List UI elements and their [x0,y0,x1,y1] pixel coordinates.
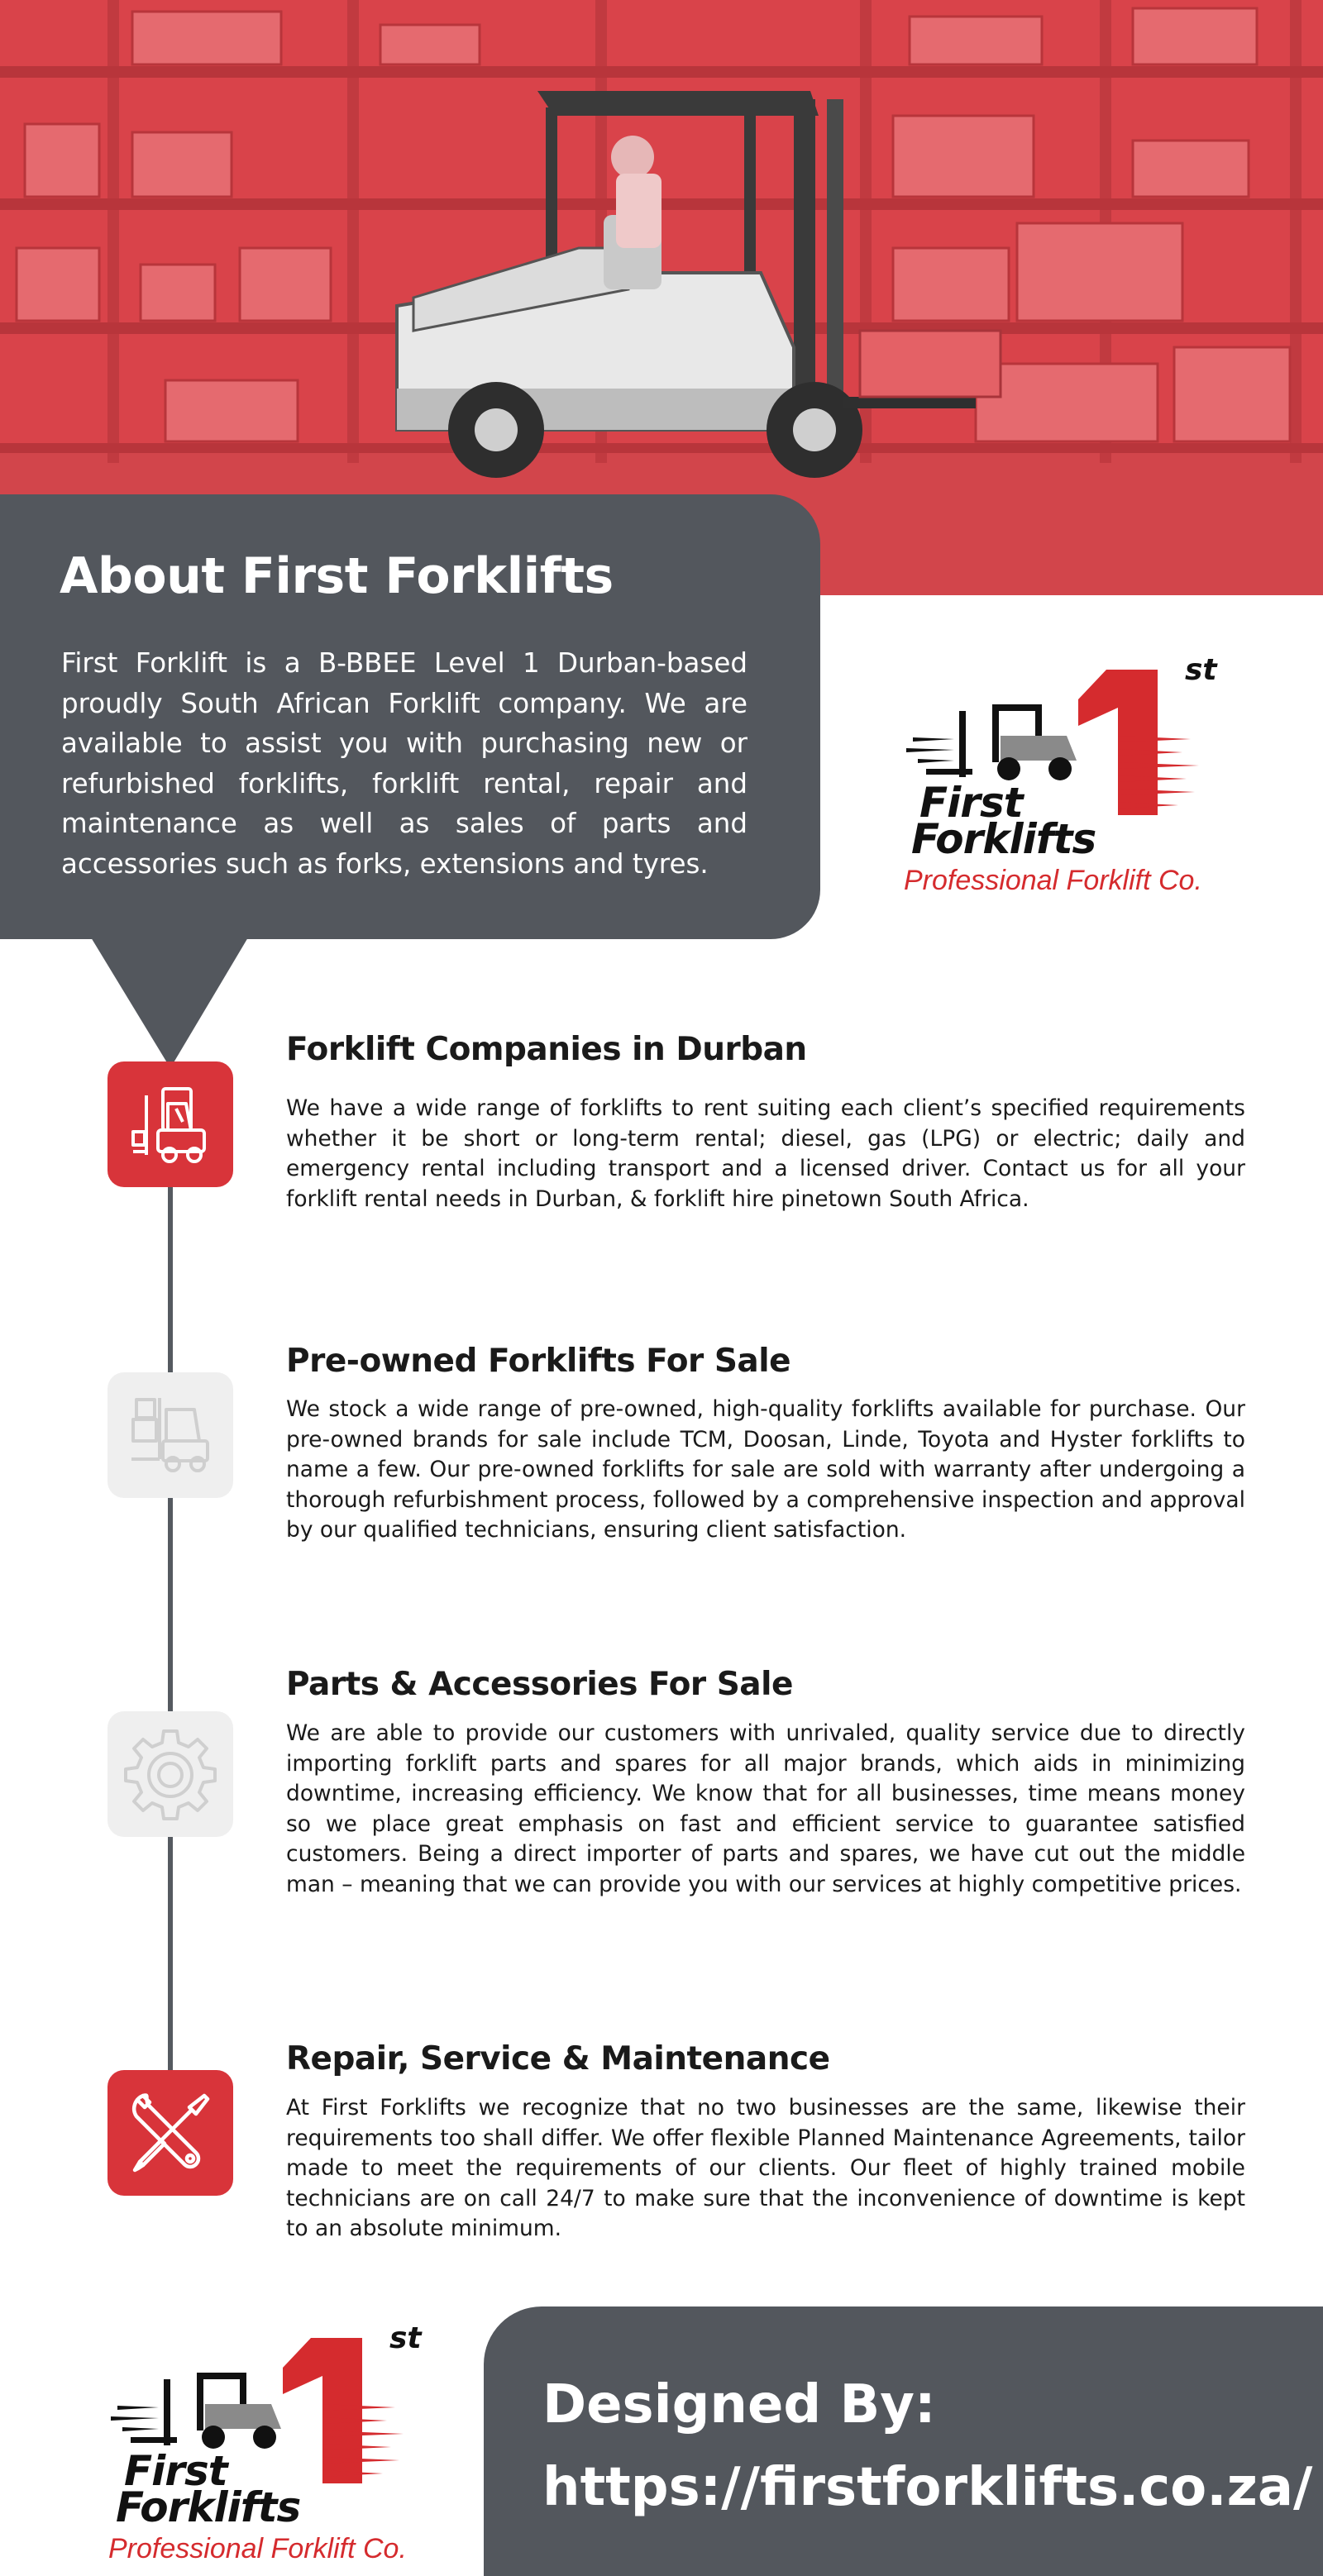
about-pointer-triangle [91,937,248,1070]
logo-word-first: First [124,2447,227,2495]
section-4-text: At First Forklifts we recognize that no two businesses are the same, likewise their requirements too shall differ. We offer flexible Planned Maintenance Agreements, tailor made to meet the requirements of our clients. Our fleet of highly trained mobile technicians are on call 24/7 to make sure that the inconvenience of downtime is kept to an absolute minimum. [286,2095,1245,2241]
logo-superscript: st [389,2321,422,2355]
section-2-icon-tile [107,1372,233,1498]
logo-superscript: st [1185,653,1217,687]
forklift-icon [125,1079,216,1170]
section-3-icon-tile [107,1711,233,1837]
section-1-icon-tile [107,1061,233,1187]
logo-tagline: Professional Forklift Co. [108,2533,407,2564]
section-1-text: We have a wide range of forklifts to rent suiting each client’s specified requirements whether it be short or long-term rental; diesel, gas (LPG) or electric; daily and emergency rental including transport and a licensed driver. Contact us for all your forklift rental needs in Durban, & forklift hire pinetown South Africa. [286,1095,1245,1212]
about-description: First Forklift is a B-BBEE Level 1 Durban-based proudly South African Forklift company. We are available to assist you with purchasing new or refurbished forklifts, forklift rental, repair and maintenance as well as sales of parts and accessories such as forks, extensions and tyres. [61,647,747,880]
logo-word-first: First [919,779,1023,827]
logo-mark [106,2321,453,2569]
first-forklifts-logo-footer[interactable] [106,2321,453,2569]
footer-card [484,2306,1323,2576]
timeline-line [168,1174,173,2075]
logo-word-forklifts: Forklifts [116,2483,301,2531]
logo-tagline: Professional Forklift Co. [904,865,1202,896]
section-2-title: Pre-owned Forklifts For Sale [286,1343,791,1380]
section-1-title: Forklift Companies in Durban [286,1031,807,1068]
section-3-title: Parts & Accessories For Sale [286,1666,793,1703]
first-forklifts-logo[interactable] [901,653,1249,901]
logo-mark [901,653,1249,901]
footer-website-link[interactable]: https://firstforklifts.co.za/ [542,2457,1313,2518]
section-4-icon-tile [107,2070,233,2196]
footer-designed-by-label: Designed By: [542,2374,936,2435]
section-4-title: Repair, Service & Maintenance [286,2040,830,2077]
section-3-text: We are able to provide our customers with unrivaled, quality service due to directly importing forklift parts and spares for all major brands, which aids in minimizing downtime, increasing efficiency. We know that for all businesses, time means money so we place great emphasis on fast and efficient service to guarantee satisfied customers. Being a direct importer of parts and spares, we have cut out the middle man – meaning that we can provide you with our services at highly competitive prices. [286,1720,1245,1897]
wrench-screwdriver-icon [125,2087,216,2178]
about-title: About First Forklifts [60,547,614,605]
gear-icon [121,1724,220,1824]
forklift-boxes-icon [125,1390,216,1481]
logo-word-forklifts: Forklifts [911,815,1096,863]
section-2-text: We stock a wide range of pre-owned, high-quality forklifts available for purchase. Our pre-owned brands for sale include TCM, Doosan, Linde, Toyota and Hyster forklifts to name a few. Our pre-owned forklifts for sale are sold with warranty after undergoing a thorough refurbishment process, followed by a comprehensive inspection and approval by our qualified technicians, ensuring client satisfaction. [286,1396,1245,1543]
